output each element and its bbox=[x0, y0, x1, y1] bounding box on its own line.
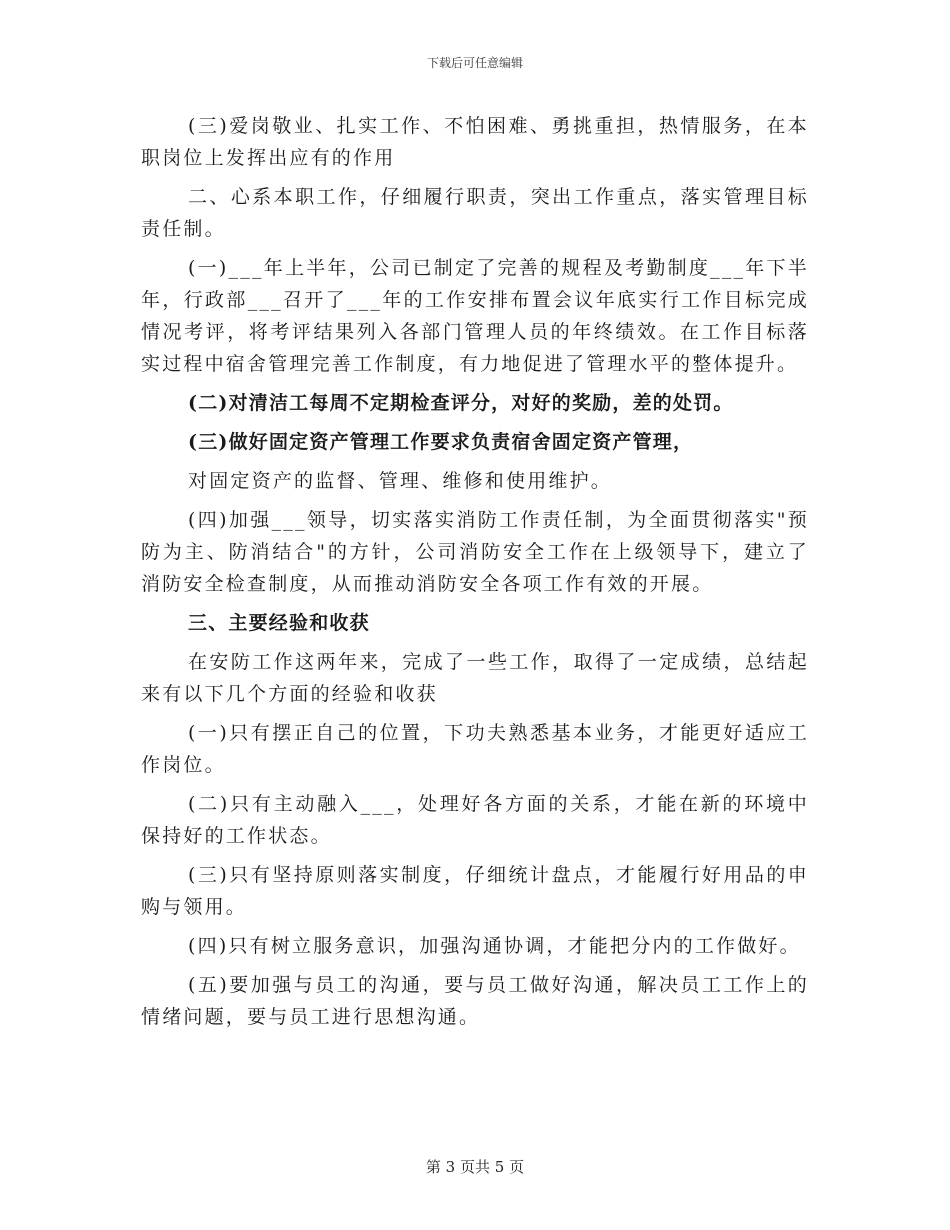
paragraph: 在安防工作这两年来，完成了一些工作，取得了一定成绩，总结起来有以下几个方面的经验和收获 bbox=[141, 651, 809, 705]
paragraph: (二)只有主动融入___，处理好各方面的关系，才能在新的环境中保持好的工作状态。 bbox=[141, 793, 809, 847]
paragraph: (四)只有树立服务意识，加强沟通协调，才能把分内的工作做好。 bbox=[188, 935, 801, 957]
paragraph: (四)加强___领导，切实落实消防工作责任制，为全面贯彻落实"预防为主、防消结合"的方针，公司消防安全工作在上级领导下，建立了消防安全检查制度，从而推动消防安全各项工作有效的开展。 bbox=[141, 509, 809, 595]
paragraph: (二)对清洁工每周不定期检查评分，对好的奖励，差的处罚。 bbox=[188, 392, 734, 414]
paragraph: (一)___年上半年，公司已制定了完善的规程及考勤制度___年下半年，行政部___召开了___年的工作安排布置会议年底实行工作目标完成情况考评，将考评结果列入各部门管理人员的年终绩效。在工作目标落实过程中宿舍管理完善工作制度，有力地促进了管理水平的整体提升。 bbox=[141, 257, 809, 375]
page-number: 第 3 页共 5 页 bbox=[425, 1158, 525, 1176]
section-heading: 三、主要经验和收获 bbox=[188, 612, 370, 634]
paragraph: (三)只有坚持原则落实制度，仔细统计盘点，才能履行好用品的申购与领用。 bbox=[141, 864, 809, 918]
paragraph: (五)要加强与员工的沟通，要与员工做好沟通，解决员工工作上的情绪问题，要与员工进行思想沟通。 bbox=[141, 974, 809, 1028]
paragraph: (三)做好固定资产管理工作要求负责宿舍固定资产管理， bbox=[188, 431, 694, 453]
page-header: 下载后可任意编辑 bbox=[426, 56, 523, 70]
document-body bbox=[141, 110, 809, 1040]
paragraph: (一)只有摆正自己的位置，下功夫熟悉基本业务，才能更好适应工作岗位。 bbox=[141, 722, 809, 776]
paragraph: (三)爱岗敬业、扎实工作、不怕困难、勇挑重担，热情服务，在本职岗位上发挥出应有的作用 bbox=[141, 115, 809, 169]
paragraph: 对固定资产的监督、管理、维修和使用维护。 bbox=[188, 470, 613, 492]
section-heading: 二、心系本职工作，仔细履行职责，突出工作重点，落实管理目标责任制。 bbox=[141, 186, 809, 240]
